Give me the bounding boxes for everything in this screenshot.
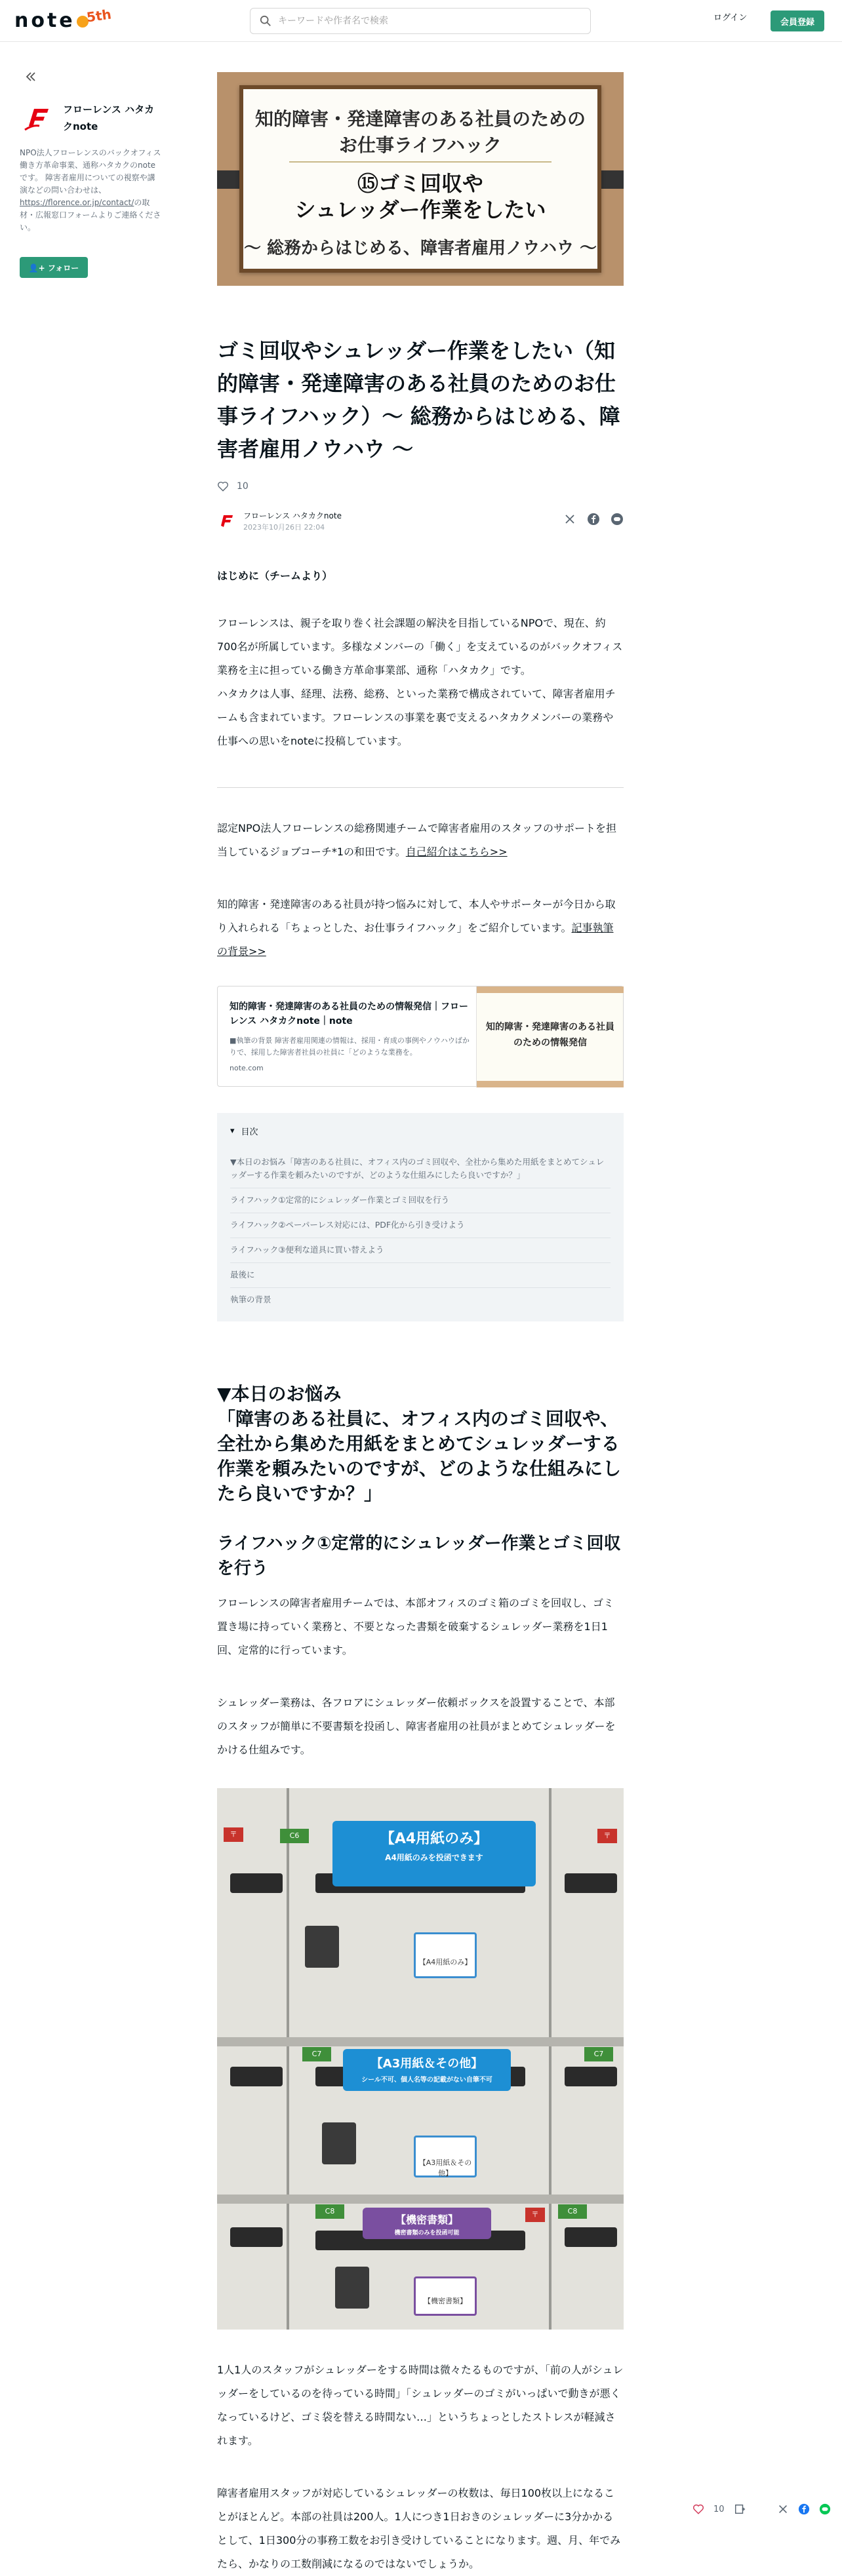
- locker-tag: 〒: [224, 1827, 243, 1842]
- share-buttons: [563, 513, 624, 526]
- toc-item-lifehack-3[interactable]: ライフハック③便利な道具に買い替えよう: [230, 1238, 611, 1263]
- creator-info[interactable]: [20, 98, 157, 138]
- section-divider: [217, 787, 624, 788]
- intro-paragraph-1: フローレンスは、親子を取り巻く社会課題の解決を目指しているNPOで、現在、約700名が所属しています。多様なメンバーの「働く」を支えているのがバックオフィス業務を主に担っている働き方革命事業部、通称「ハタカク」です。: [217, 617, 623, 676]
- hero-image: [217, 72, 624, 286]
- chevron-down-icon: ▾: [230, 1126, 235, 1136]
- floating-like-count[interactable]: 10: [713, 2504, 725, 2514]
- like-count[interactable]: 10: [237, 481, 249, 492]
- x-share-icon[interactable]: [777, 2503, 789, 2515]
- like-row: [217, 478, 624, 494]
- locker-number-c6: C6: [280, 1829, 309, 1843]
- a4-card: 【A4用紙のみ】: [414, 1932, 477, 1978]
- magazine-add-icon[interactable]: [734, 2503, 746, 2515]
- locker-number: C7: [584, 2047, 613, 2061]
- lifehack-1-paragraph-2: シュレッダー業務は、各フロアにシュレッダー依頼ボックスを設置することで、本部のスタッフが簡単に不要書類を投函し、障害者雇用の社員がまとめてシュレッダーをかける仕組みです。: [217, 1696, 616, 1756]
- intro-paragraph-2: ハタカクは人事、経理、法務、総務、といった業務で構成されていて、障害者雇用チームも含まれています。フローレンスの事業を裏で支えるハタカクメンバーの業務や仕事への思いをnoteに投稿しています。: [217, 688, 616, 747]
- locker-tag: 〒: [597, 1829, 617, 1843]
- follow-label: フォロー: [47, 263, 79, 273]
- worry-heading: ▼本日のお悩み 「障害のある社員に、オフィス内のゴミ回収や、全社から集めた用紙をまとめてシュレッダーする作業を頼みたいのですが、どのような仕組みにしたら良いですか？」: [217, 1383, 622, 1504]
- line-share-icon[interactable]: [611, 513, 624, 526]
- locker-column-left: [217, 1788, 289, 2330]
- a3-other-label: [343, 2049, 511, 2091]
- confidential-label-text: 【機密書類】: [395, 2214, 458, 2226]
- author-avatar[interactable]: [217, 511, 235, 530]
- creator-desc-tail: の取材・広報窓口フォームよりご連絡ください。: [20, 198, 161, 232]
- creator-desc-text: NPO法人フローレンスのバックオフィス働き方革命事業、通称ハタカクのnoteです。 障害者雇用についての視察や講演などの問い合わせは、: [20, 148, 161, 195]
- logo-anniversary-badge: 5th: [85, 6, 113, 26]
- a4-label-subtext: A4用紙のみを投函できます: [385, 1853, 483, 1862]
- line-share-icon[interactable]: [819, 2503, 831, 2515]
- floating-action-bar: [682, 2497, 842, 2521]
- top-header: [0, 0, 842, 42]
- signup-button[interactable]: 会員登録: [771, 10, 824, 31]
- hero-line-1b: お仕事ライフハック: [338, 134, 502, 156]
- confidential-label: [363, 2208, 491, 2239]
- a3-label-text: 【A3用紙＆その他】: [371, 2057, 483, 2071]
- hero-line-2: ⑮ゴミ回収や: [357, 171, 483, 196]
- hero-line-2b: シュレッダー作業をしたい: [294, 197, 546, 222]
- creator-description: [20, 147, 163, 234]
- embed-description: ■執筆の背景 障害者雇用関連の情報は、採用・育成の事例やノウハウばかりで、採用した障害者社員の社員に「どのような業務を。: [230, 1036, 470, 1057]
- x-share-icon[interactable]: [563, 513, 576, 526]
- creator-name[interactable]: フローレンス ハタカクnote: [63, 104, 155, 132]
- note-logo[interactable]: [14, 9, 89, 32]
- door-lock: [335, 2267, 369, 2309]
- drop-slot: [230, 2067, 283, 2086]
- locker-ledge-2: [217, 2195, 624, 2204]
- thumb-strip-top: [477, 986, 624, 993]
- article-title: ゴミ回収やシュレッダー作業をしたい（知的障害・発達障害のある社員のためのお仕事ライフハック）〜 総務からはじめる、障害者雇用ノウハウ 〜: [217, 338, 620, 461]
- shredder-box-photo: [217, 1788, 624, 2330]
- confidential-card: 【機密書類】: [414, 2276, 477, 2316]
- logo-text: note: [14, 9, 75, 32]
- door-lock: [305, 1926, 339, 1968]
- confidential-label-subtext: 機密書類のみを投函可能: [394, 2230, 460, 2236]
- drop-slot: [230, 2227, 283, 2247]
- board-clip-right: [597, 170, 624, 189]
- toc-item-lifehack-2[interactable]: ライフハック②ペーパーレス対応には、PDF化から引き受けよう: [230, 1213, 611, 1238]
- facebook-share-icon[interactable]: [587, 513, 600, 526]
- toc-toggle[interactable]: [230, 1125, 611, 1137]
- follow-button[interactable]: [20, 257, 88, 278]
- embed-host: note.com: [230, 1064, 264, 1072]
- heart-icon[interactable]: [217, 480, 229, 492]
- locker-ledge-1: [217, 2037, 624, 2046]
- embed-title: 知的障害・発達障害のある社員のための情報発信｜フローレンス ハタカクnote｜note: [230, 1002, 468, 1026]
- hero-main-text: [243, 170, 597, 223]
- drop-slot: [230, 1873, 283, 1893]
- locker-number-c7: C7: [302, 2047, 331, 2061]
- facebook-share-icon[interactable]: [798, 2503, 810, 2515]
- article-main: [217, 72, 624, 2576]
- lifehack-1-heading: ライフハック①定常的にシュレッダー作業とゴミ回収を行う: [217, 1534, 621, 1578]
- hero-board: [239, 85, 601, 273]
- lifehack-1-paragraph-1: フローレンスの障害者雇用チームでは、本部オフィスのゴミ箱のゴミを回収し、ゴミ置き場に持っていく業務と、不要となった書類を破棄するシュレッダー業務を1日1回、定常的に行っています。: [217, 1597, 614, 1656]
- lifehack-1-paragraph-3: 1人1人のスタッフがシュレッダーをする時間は微々たるものですが、「前の人がシュレッダーをしているのを待っている時間」「シュレッダーのゴミがいっぱいで動きが悪くなっているけど、ゴミ袋を替える時間ない…」というちょっとしたストレスが軽減されます。: [217, 2364, 624, 2447]
- author-row: [217, 509, 624, 535]
- purpose-paragraph: [217, 893, 624, 964]
- hero-divider: [289, 161, 551, 163]
- a3-label-subtext: シール不可、個人名等の記載がない自筆不可: [361, 2077, 492, 2084]
- drop-slot: [565, 1873, 617, 1893]
- hero-heading: [243, 106, 597, 159]
- embed-thumb-text: 知的障害・発達障害のある社員のための情報発信: [486, 1022, 614, 1048]
- table-of-contents: [217, 1113, 624, 1321]
- drop-slot: [565, 2227, 617, 2247]
- toc-item-lifehack-1[interactable]: ライフハック①定常的にシュレッダー作業とゴミ回収を行う: [230, 1188, 611, 1213]
- background-link[interactable]: 記事執筆の背景>>: [217, 922, 614, 958]
- login-button[interactable]: ログイン: [713, 10, 747, 23]
- embed-card[interactable]: [217, 986, 624, 1087]
- collapse-sidebar-icon[interactable]: [24, 69, 38, 84]
- add-user-icon: 👤+: [28, 263, 45, 273]
- a4-only-label: [332, 1821, 536, 1886]
- toc-label: 目次: [241, 1127, 258, 1137]
- embed-thumbnail: [476, 986, 623, 1087]
- door-lock: [322, 2122, 356, 2164]
- hero-line-1: 知的障害・発達障害のある社員のための: [254, 108, 586, 130]
- a3-card: 【A3用紙＆その他】: [414, 2136, 477, 2177]
- self-intro-paragraph: [217, 817, 624, 864]
- intro-heading: はじめに（チームより）: [217, 570, 333, 582]
- drop-slot: [565, 2067, 617, 2086]
- locker-number-c8: C8: [315, 2204, 344, 2219]
- thumb-strip-bottom: [477, 1081, 624, 1087]
- locker-tag: 〒: [525, 2208, 545, 2222]
- self-intro-link[interactable]: 自己紹介はこちら>>: [405, 846, 508, 858]
- search-input[interactable]: [278, 9, 580, 33]
- locker-number: C8: [558, 2204, 587, 2219]
- search-box[interactable]: [250, 8, 591, 34]
- lifehack-1-paragraph-4: 障害者雇用スタッフが対応しているシュレッダーの枚数は、毎日100枚以上になることがほとんど。本部の社員は200人。1人につき1日おきのシュレッダーに3分かかるとして、1日300分の事務工数をお引き受けしていることになります。週、月、年でみたら、かなりの工数削減になるのではないでしょうか。: [217, 2487, 621, 2570]
- heart-icon[interactable]: [692, 2503, 704, 2515]
- publish-date: 2023年10月26日 22:04: [243, 523, 325, 532]
- self-intro-text: 認定NPO法人フローレンスの総務関連チームで障害者雇用のスタッフのサポートを担当しているジョブコーチ*1の和田です。: [217, 822, 617, 858]
- search-icon: [260, 15, 271, 27]
- florence-logo-avatar[interactable]: [20, 100, 56, 136]
- a4-label-text: 【A4用紙のみ】: [380, 1831, 489, 1847]
- hero-subtitle: 〜 総務からはじめる、障害者雇用ノウハウ 〜: [243, 239, 597, 258]
- toc-item-worry[interactable]: ▼本日のお悩み「障害のある社員に、オフィス内のゴミ回収や、全社から集めた用紙をまとめてシュレッダーする作業を頼みたいのですが、どのような仕組みにしたら良いですか？」: [230, 1150, 611, 1188]
- toc-item-background[interactable]: 執筆の背景: [230, 1295, 271, 1304]
- toc-item-last[interactable]: 最後に: [230, 1263, 611, 1288]
- contact-link[interactable]: https://florence.or.jp/contact/: [20, 198, 134, 207]
- author-name[interactable]: フローレンス ハタカクnote: [243, 511, 342, 520]
- purpose-text: 知的障害・発達障害のある社員が持つ悩みに対して、本人やサポーターが今日から取り入れられる「ちょっとした、お仕事ライフハック」をご紹介しています。: [217, 898, 616, 934]
